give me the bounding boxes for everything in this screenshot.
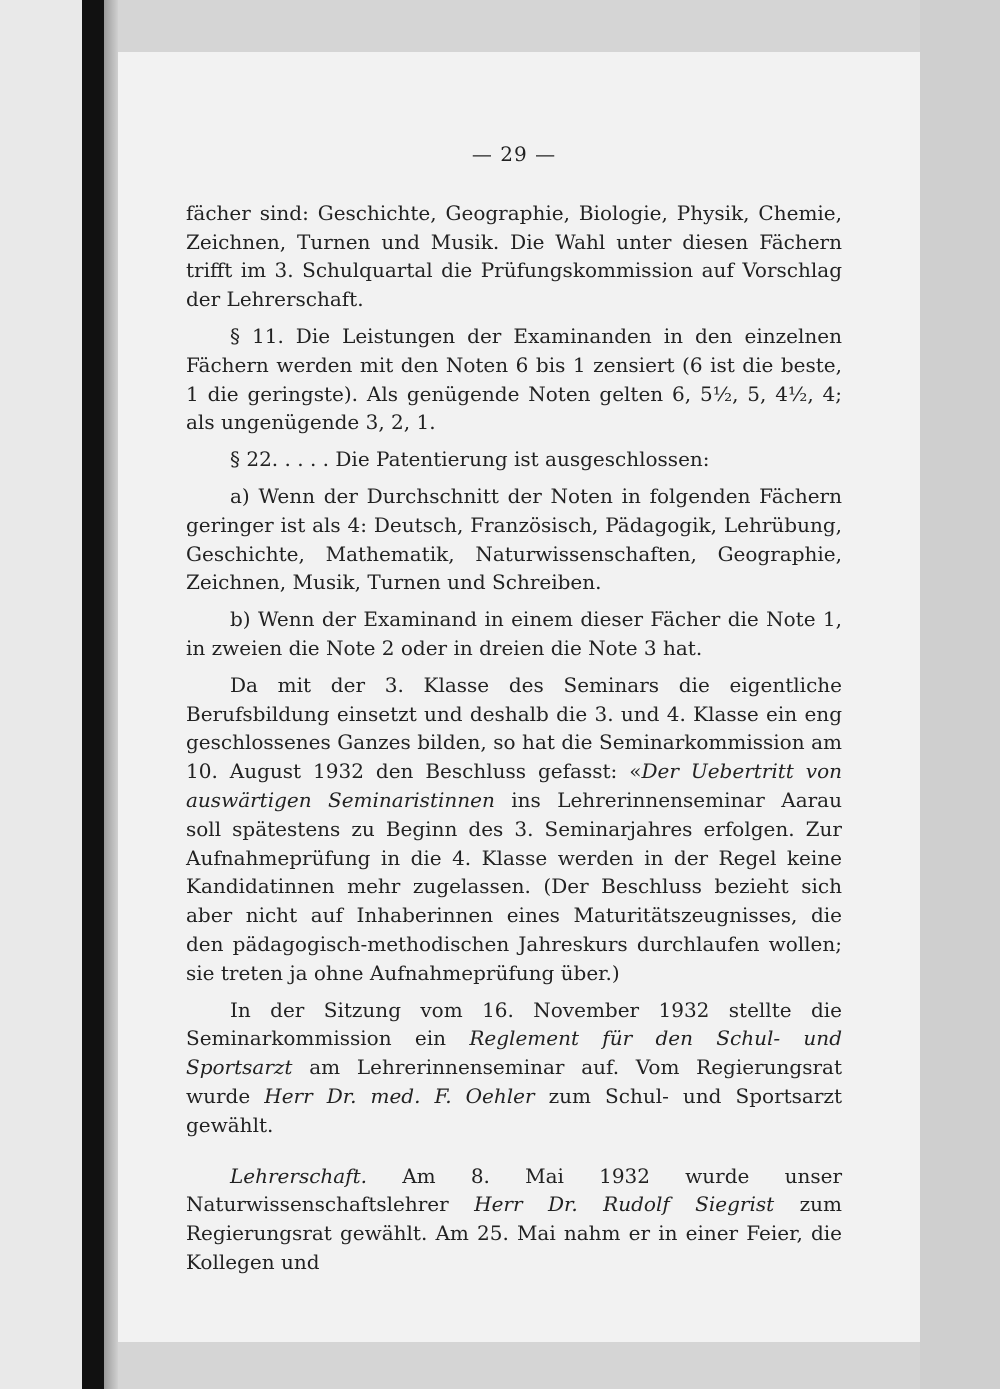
paragraph-subjects: fächer sind: Geschichte, Geographie, Biologie, Physik, Chemie, Zeichnen, Turnen und Musik. Die Wahl unter diesen Fächern trifft im 3. Schulquartal die Prüfungskommission auf Vorschlag der Lehrerschaft.	[186, 200, 842, 312]
italic-run: Herr Dr. med. F. Oehler	[264, 1083, 535, 1108]
left-black-border	[82, 0, 104, 1389]
paragraph-resolution	[186, 671, 842, 988]
paragraph-sportsarzt	[186, 996, 842, 1140]
text-run: Da mit der 3. Klasse des Seminars die eigentliche Berufsbildung einsetzt und deshalb die 3. und 4. Klasse ein eng geschlossenes Ganzes bilden, so hat die Seminarkommission am 10. August 1932 den Beschluss gefasst: «	[186, 672, 842, 784]
page-text	[186, 140, 842, 1285]
italic-run: Herr Dr. Rudolf Siegrist	[474, 1192, 775, 1217]
paragraph-section-11: § 11. Die Leistungen der Examinanden in den einzelnen Fächern werden mit den Noten 6 bis 1 zensiert (6 ist die beste, 1 die geringste). Als genügende Noten gelten 6, 5½, 5, 4½, 4; als ungenügende 3, 2, 1.	[186, 323, 842, 435]
italic-run: Reglement für den Schul- und Sportsarzt	[186, 1026, 842, 1080]
book-spine-shadow	[104, 0, 118, 1389]
paragraph-item-b: b) Wenn der Examinand in einem dieser Fächer die Note 1, in zweien die Note 2 oder in dreien die Note 3 hat.	[186, 607, 842, 660]
text-run: Am 8. Mai 1932 wurde unser Naturwissenschaftslehrer	[186, 1163, 842, 1217]
italic-run: Der Uebertritt von auswärtigen Seminaristinnen	[186, 759, 842, 812]
text-run: am Lehrerinnenseminar auf. Vom Regierungsrat wurde	[186, 1055, 842, 1108]
text-run: zum Schul- und Sportsarzt gewählt.	[186, 1083, 842, 1137]
paragraph-item-a: a) Wenn der Durchschnitt der Noten in folgenden Fächern geringer ist als 4: Deutsch, Französisch, Pädagogik, Lehrübung, Geschichte, Mathematik, Naturwissenschaften, Geographie, Zeichnen, Musik, Turnen und Schreiben.	[186, 483, 842, 595]
paragraph-section-22: § 22. . . . . Die Patentierung ist ausgeschlossen:	[230, 447, 710, 472]
page-number: — 29 —	[471, 142, 557, 166]
italic-run: Lehrerschaft.	[230, 1163, 368, 1188]
right-background	[920, 0, 1000, 1389]
text-run: In der Sitzung vom 16. November 1932 stellte die Seminarkommission ein	[186, 997, 842, 1051]
text-run: ins Lehrerinnenseminar Aarau soll spätestens zu Beginn des 3. Seminarjahres erfolgen. Zur Aufnahmeprüfung in die 4. Klasse werden in der Regel keine Kandidatinnen mehr zugelassen. (Der Beschluss bezieht sich aber nicht auf Inhaberinnen eines Maturitätszeugnisses, die den pädagogisch-methodischen Jahreskurs durchlaufen wollen; sie treten ja ohne Aufnahmeprüfung über.)	[186, 787, 842, 985]
text-run: zum Regierungsrat gewählt. Am 25. Mai nahm er in einer Feier, die Kollegen und	[186, 1192, 842, 1274]
paragraph-lehrerschaft	[186, 1162, 842, 1277]
